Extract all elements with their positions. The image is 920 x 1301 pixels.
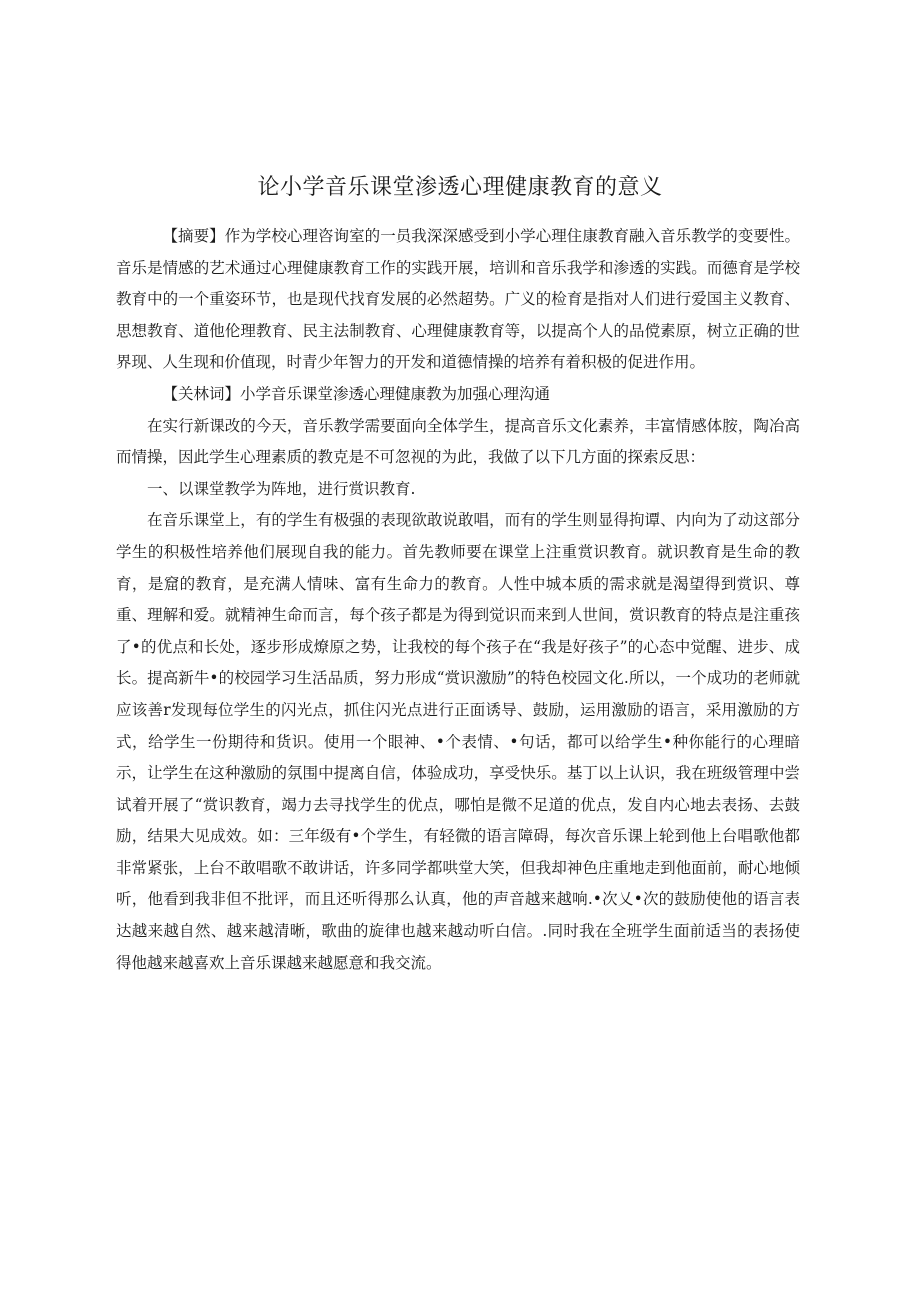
document-title: 论小学音乐课堂渗透心理健康教育的意义: [257, 175, 663, 200]
abstract-paragraph: 【摘要】作为学校心理咨询室的一员我深深感受到小学心理住康教育融入音乐教学的变要性。音乐是情感的艺术通过心理健康教育工作的实践开展，培训和音乐我学和渗透的实践。而德育是学校教育中的一个重姿环节，也是现代找育发展的必然超势。广义的检育是指对人们进行爱国主义教育、思想教育、道他伦理教育、民主法制教育、心理健康教育等，以提高个人的品傥素原，树立正确的世界现、人生现和价值现，时青少年智力的开发和道德情操的培养有着积极的促进作用。: [116, 227, 800, 372]
keywords-paragraph: 【关林词】小学音乐课堂渗透心理健康教为加强心理沟通: [162, 384, 551, 403]
intro-paragraph: 在实行新课改的今天，音乐教学需要面向全体学生，提高音乐文化素养，丰富情感体胺，陶冶高而情操，因此学生心理素质的教克是不可忽视的为此，我做了以下几方面的探索反思：: [116, 416, 800, 467]
body-paragraph: 在音乐课堂上，有的学生有极强的表现欲敢说敢唱，而有的学生则显得拘谭、内向为了动这部分学生的积极性培养他们展现自我的能力。首先教师要在课堂上注重赏识教育。就识教育是生命的教育，是窟的教育，是充满人情味、富有生命力的教育。人性中城本质的需求就是渴望得到赏识、尊重、理解和爱。就精神生命而言，每个孩子都是为得到觉识而来到人世间，赏识教育的特点是注重孩了•的优点和长处，逐步形成燎原之势，让我校的每个孩子在“我是好孩子”的心态中觉醒、进步、成长。提高新牛•的校园学习生活品质，努力形成“赏识激励”的特色校园文化.所以，一个成功的老师就应该善r发现每位学生的闪光点，抓住闪光点进行正面诱导、鼓励，运用激励的语言，采用激励的方式，给学生一份期待和货识。使用一个眼神、•个表情、•句话，都可以给学生•种你能行的心理暗示，让学生在这种激励的氛围中提离自信，体验成功，享受快乐。基丁以上认识，我在班级管理中尝试着开展了“赏识教育，竭力去寻找学生的优点，哪怕是微不足道的优点，发自内心地去表扬、去鼓励，结果大见成效。如：三年级有•个学生，有轻微的语言障碍，每次音乐课上轮到他上台唱歌他都非常紧张，上台不敢唱歌不敢讲话，许多同学都哄堂大笑，但我却神色庄重地走到他面前，耐心地倾听，他看到我非但不批评，而且还听得那么认真，他的声音越来越响.•次乂•次的鼓励使他的语言表达越来越自然、越来越清晰，歌曲的旋律也越来越动听白信。.同时我在全班学生面前适当的表扬使得他越来越喜欢上音乐课越来越愿意和我交流。: [116, 511, 800, 972]
document-body: [116, 221, 800, 979]
section-heading: 一、以课堂教学为阵地，进行赏识教育.: [147, 479, 416, 498]
